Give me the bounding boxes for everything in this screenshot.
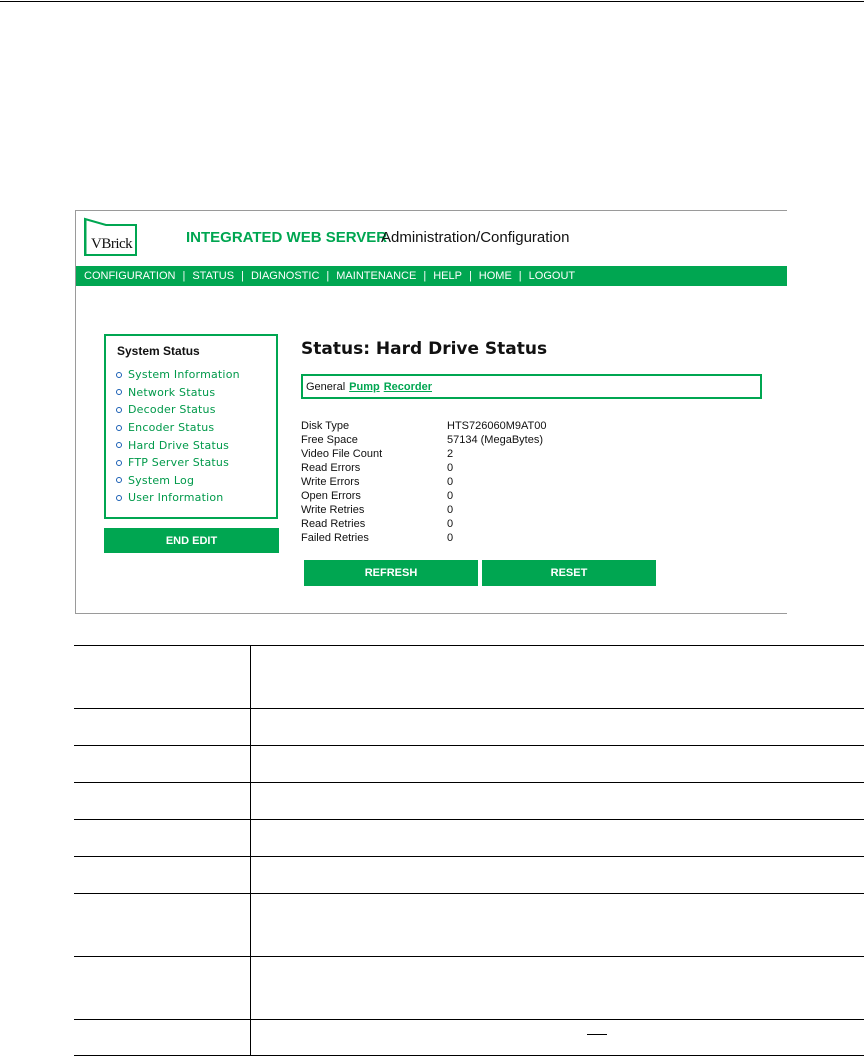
bullet-icon — [116, 495, 122, 501]
table-cell — [74, 857, 251, 894]
status-label: Read Retries — [301, 517, 447, 531]
bullet-icon — [116, 425, 122, 431]
table-row — [74, 783, 864, 820]
table-cell — [251, 1020, 864, 1056]
top-nav-bar — [76, 266, 787, 286]
bullet-icon — [116, 477, 122, 483]
nav-separator: | — [423, 270, 426, 282]
status-tab-bar — [301, 374, 762, 399]
nav-separator: | — [469, 270, 472, 282]
table-cell — [74, 746, 251, 783]
status-row — [301, 419, 546, 433]
sidebar-item-hard-drive-status[interactable] — [116, 436, 240, 454]
end-edit-button[interactable]: END EDIT — [104, 528, 279, 553]
tab-general[interactable]: General — [306, 381, 345, 393]
status-value: 57134 (MegaBytes) — [447, 433, 543, 447]
nav-configuration[interactable]: CONFIGURATION — [84, 270, 175, 282]
table-cell — [251, 820, 864, 857]
sidebar-item-network-status[interactable] — [116, 384, 240, 402]
status-row — [301, 517, 546, 531]
status-row — [301, 461, 546, 475]
sidebar-item-label: Hard Drive Status — [128, 439, 229, 452]
nav-home[interactable]: HOME — [479, 270, 512, 282]
table-cell — [74, 1020, 251, 1056]
table-row — [74, 857, 864, 894]
sidebar-item-system-log[interactable] — [116, 472, 240, 490]
bullet-icon — [116, 372, 122, 378]
nav-help[interactable]: HELP — [433, 270, 462, 282]
table-cell — [251, 646, 864, 709]
table-cell — [251, 709, 864, 746]
table-cell — [74, 894, 251, 957]
table-cell — [74, 957, 251, 1020]
table-cell — [251, 857, 864, 894]
table-row — [74, 820, 864, 857]
table-row — [74, 1020, 864, 1056]
logo-text: VBrick — [91, 236, 132, 253]
sidebar-item-label: FTP Server Status — [128, 456, 229, 469]
table-row — [74, 746, 864, 783]
sidebar-item-decoder-status[interactable] — [116, 401, 240, 419]
app-subtitle: Administration/Configuration — [381, 229, 569, 246]
sidebar-item-label: Encoder Status — [128, 421, 214, 434]
table-row — [74, 894, 864, 957]
vbrick-logo — [84, 217, 138, 257]
status-row — [301, 531, 546, 545]
nav-separator: | — [326, 270, 329, 282]
table-cell — [74, 646, 251, 709]
nav-diagnostic[interactable]: DIAGNOSTIC — [251, 270, 319, 282]
status-value: 0 — [447, 461, 453, 475]
bullet-icon — [116, 407, 122, 413]
bullet-icon — [116, 442, 122, 448]
status-label: Read Errors — [301, 461, 447, 475]
status-row — [301, 475, 546, 489]
status-value: 0 — [447, 503, 453, 517]
bullet-icon — [116, 389, 122, 395]
sidebar-item-label: Decoder Status — [128, 403, 216, 416]
underline-mark — [587, 1034, 607, 1035]
hard-drive-status-list — [301, 419, 546, 545]
status-row — [301, 433, 546, 447]
status-label: Free Space — [301, 433, 447, 447]
table-cell — [251, 957, 864, 1020]
web-server-screenshot — [75, 210, 787, 614]
table-cell — [74, 820, 251, 857]
nav-separator: | — [241, 270, 244, 282]
table-cell — [74, 783, 251, 820]
status-row — [301, 489, 546, 503]
status-value: 2 — [447, 447, 453, 461]
nav-status[interactable]: STATUS — [192, 270, 234, 282]
status-value: 0 — [447, 489, 453, 503]
page-top-rule — [0, 1, 864, 2]
status-row — [301, 447, 546, 461]
sidebar-item-user-information[interactable] — [116, 489, 240, 507]
sidebar-item-ftp-server-status[interactable] — [116, 454, 240, 472]
status-label: Write Errors — [301, 475, 447, 489]
table-row — [74, 709, 864, 746]
refresh-button[interactable]: REFRESH — [304, 560, 478, 586]
page-title: Status: Hard Drive Status — [301, 339, 547, 359]
sidebar-item-label: User Information — [128, 491, 223, 504]
status-value: 0 — [447, 517, 453, 531]
table-row — [74, 646, 864, 709]
nav-logout[interactable]: LOGOUT — [529, 270, 575, 282]
table-row — [74, 957, 864, 1020]
status-label: Disk Type — [301, 419, 447, 433]
sidebar-item-label: Network Status — [128, 386, 215, 399]
status-label: Video File Count — [301, 447, 447, 461]
status-value: HTS726060M9AT00 — [447, 419, 546, 433]
nav-maintenance[interactable]: MAINTENANCE — [336, 270, 416, 282]
table-cell — [251, 746, 864, 783]
field-description-table — [74, 645, 864, 1056]
table-cell — [251, 894, 864, 957]
reset-button[interactable]: RESET — [482, 560, 656, 586]
app-title: INTEGRATED WEB SERVER — [186, 229, 387, 246]
table-cell — [251, 783, 864, 820]
bullet-icon — [116, 460, 122, 466]
tab-pump[interactable]: Pump — [349, 381, 380, 393]
status-value: 0 — [447, 475, 453, 489]
table-cell — [74, 709, 251, 746]
status-row — [301, 503, 546, 517]
nav-separator: | — [182, 270, 185, 282]
status-label: Write Retries — [301, 503, 447, 517]
sidebar-list — [116, 366, 240, 507]
tab-recorder[interactable]: Recorder — [384, 381, 432, 393]
sidebar-item-label: System Log — [128, 474, 194, 487]
nav-separator: | — [519, 270, 522, 282]
sidebar-item-system-information[interactable] — [116, 366, 240, 384]
status-label: Failed Retries — [301, 531, 447, 545]
sidebar-item-encoder-status[interactable] — [116, 419, 240, 437]
status-label: Open Errors — [301, 489, 447, 503]
sidebar-item-label: System Information — [128, 368, 240, 381]
status-value: 0 — [447, 531, 453, 545]
sidebar-title: System Status — [117, 344, 200, 358]
system-status-sidebar — [104, 334, 278, 519]
